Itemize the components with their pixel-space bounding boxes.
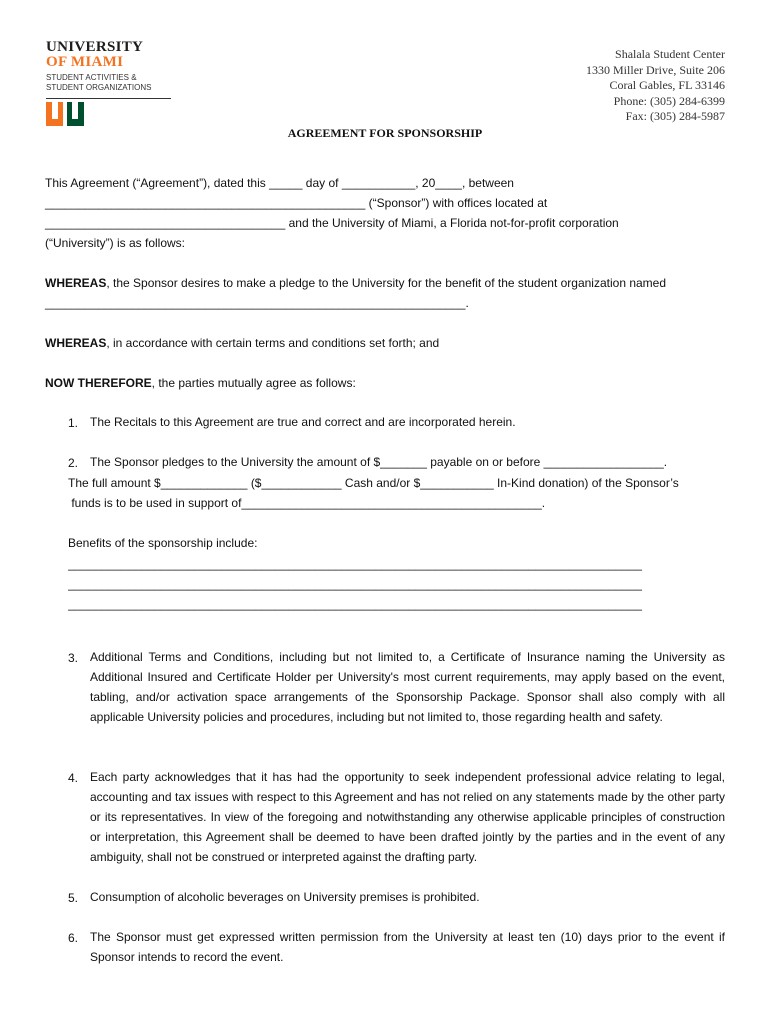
item-3-number: 3. [68,651,79,665]
item-2-number: 2. [68,456,79,470]
item-5-number: 5. [68,891,79,905]
whereas-1-text: , the Sponsor desires to make a pledge to the University for the benefit of the student organization named [106,276,667,290]
address-line-1: Shalala Student Center [615,47,725,61]
document-title: AGREEMENT FOR SPONSORSHIP [287,126,483,140]
now-therefore-text: , the parties mutually agree as follows: [151,376,356,390]
item-6-number: 6. [68,931,79,945]
item-3-text: Additional Terms and Conditions, including but not limited to, a Certificate of Insurance naming the University as Additional Insured and Certificate Holder per University's most current requirements, may apply based on the event, tabling, and/or activation space arrangements of the Sponsorship Package. Sponsor shall also comply with all applicable University policies and procedures, including but not limited to, those regarding health and safety. [90,650,725,724]
whereas-2-text: , in accordance with certain terms and conditions set forth; and [106,336,440,350]
item-2-line-3: funds is to be used in support of_____________________________________________. [68,496,546,510]
split-u-icon [46,102,86,126]
item-6-text: The Sponsor must get expressed written permission from the University at least ten (10) days prior to the event if Sponsor intends to record the event. [90,930,725,964]
item-5-text: Consumption of alcoholic beverages on University premises is prohibited. [90,890,480,904]
intro-line-4: (“University”) is as follows: [45,236,186,250]
intro-line-1: This Agreement (“Agreement”), dated this _____ day of ___________, 20____, between [45,176,514,190]
benefits-blank-1: ______________________________________________________________________________________ [68,557,642,571]
intro-line-3: ____________________________________ and the University of Miami, a Florida not-for-profit corporation [45,216,619,230]
address-fax: Fax: (305) 284-5987 [625,109,725,123]
university-logo [46,40,176,126]
item-4-number: 4. [68,771,79,785]
now-therefore [45,376,356,390]
benefits-blank-3: ______________________________________________________________________________________ [68,597,642,611]
address-line-2: 1330 Miller Drive, Suite 206 [586,62,725,77]
item-1-text: The Recitals to this Agreement are true and correct and are incorporated herein. [90,415,516,429]
benefits-blank-2: ______________________________________________________________________________________ [68,577,642,591]
whereas-2-lead: WHEREAS [45,336,107,350]
address-line-3: Coral Gables, FL 33146 [609,78,725,92]
item-2-text: The Sponsor pledges to the University the amount of $_______ payable on or before __________________. [90,455,668,469]
benefits-label: Benefits of the sponsorship include: [68,536,258,550]
address-block [586,47,725,125]
now-therefore-lead: NOW THEREFORE [45,376,152,390]
logo-line-of-miami: OF MIAMI [46,54,124,70]
logo-sub-2: STUDENT ORGANIZATIONS [46,83,152,92]
whereas-1-lead: WHEREAS [45,276,107,290]
intro-line-2: ________________________________________________ (“Sponsor”) with offices located at [45,196,548,210]
item-4-text: Each party acknowledges that it has had the opportunity to seek independent professional advice relating to legal, accounting and tax issues with respect to this Agreement and has not relied on any statements made by the other party or its representatives. In view of the foregoing and notwithstanding any otherwise applicable principles of construction or interpretation, this Agreement shall be deemed to have been drafted jointly by the parties and in the event of any ambiguity, shall not be construed or interpreted against the drafting party. [90,770,725,864]
whereas-1-blank: _______________________________________________________________. [45,296,469,310]
item-2-line-2: The full amount $_____________ ($____________ Cash and/or $___________ In-Kind donation) of the Sponsor’s [68,476,679,490]
item-1-number: 1. [68,416,79,430]
whereas-1 [45,276,666,290]
logo-line-university: UNIVERSITY [46,39,144,55]
logo-divider [46,98,171,99]
whereas-2 [45,336,439,350]
logo-sub-1: STUDENT ACTIVITIES & [46,73,137,82]
address-phone: Phone: (305) 284-6399 [613,93,725,108]
